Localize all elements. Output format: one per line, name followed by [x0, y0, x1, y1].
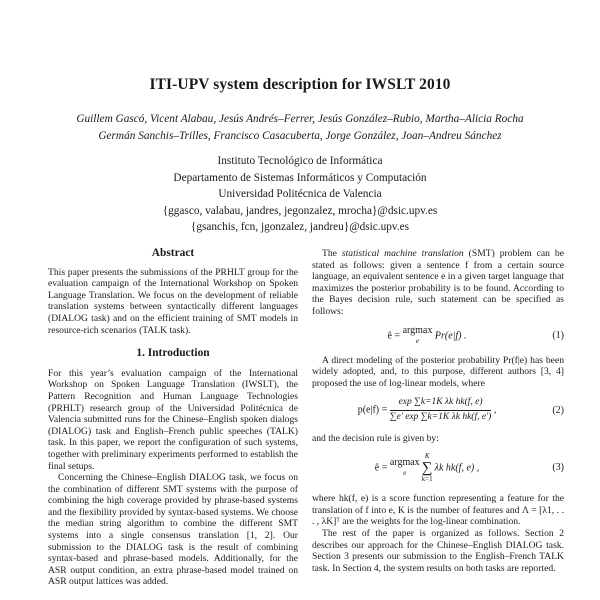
author-line: Guillem Gascó, Vicent Alabau, Jesús Andrés–Ferrer, Jesús González–Rubio, Martha–Alicia Rocha: [76, 113, 524, 125]
equation-rhs: Pr(e|f) .: [432, 329, 467, 341]
decision-rule-text: and the decision rule is given by:: [312, 432, 439, 444]
intro-paragraph: Concerning the Chinese–English DIALOG task, we focus on the combination of different SMT systems with the purpose of combining the high coverage provided by phrase-based systems and the flexibility provided by syntax-based systems. We choose the median string algorithm to combine the different SMT systems into a single consensus translation [1, 2]. Our submission to the DIALOG task is the result of combining syntax-based and phrase-based models. Additionally, for the ASR output condition, an extra phrase-based model trained on ASR output lattices was added.: [48, 472, 298, 588]
right-column: [312, 248, 564, 574]
equation-lhs: ê =: [387, 329, 403, 341]
text-span: (SMT) problem can be stated as follows: given a sentence f from a certain source language, an equivalent sentence e in a given target language that maximizes the posterior probability is to be found. According to the Bayes decision rule, such statement can be specified as follows:: [312, 248, 564, 317]
paper-title: ITI-UPV system description for IWSLT 2010: [149, 76, 451, 93]
fraction-numerator: exp ∑k=1K λk hk(f, e): [390, 397, 492, 411]
equation-lhs: p(e|f) =: [357, 404, 390, 416]
fraction-denominator: ∑e′ exp ∑k=1K λk hk(f, e′): [389, 411, 492, 422]
email-line: {ggasco, valabau, jandres, jegonzalez, mrocha}@dsic.upv.es: [162, 204, 438, 217]
argmax-operator: [390, 458, 420, 478]
email-line: {gsanchis, fcn, jgonzalez, jandreu}@dsic.upv.es: [190, 221, 410, 233]
department-name: Departamento de Sistemas Informáticos y Computación: [173, 171, 427, 184]
sigma-symbol: ∑: [421, 460, 433, 477]
argmax-label: argmax: [402, 324, 433, 336]
equation-number: (3): [552, 462, 564, 474]
smt-term: statistical machine translation: [341, 248, 464, 259]
equation-rhs: λk hk(f, e) ,: [434, 462, 480, 474]
introduction-heading: 1. Introduction: [136, 347, 210, 360]
equation-3: [312, 452, 564, 484]
argmax-subscript: e: [403, 468, 407, 478]
equation-body: [312, 452, 542, 484]
argmax-label: argmax: [389, 457, 420, 469]
university-name: Universidad Politécnica de Valencia: [218, 188, 382, 200]
equation-lhs: ê =: [374, 462, 390, 474]
text-span: The: [322, 248, 342, 259]
author-list: [0, 111, 600, 145]
equation-2: [312, 397, 564, 423]
feature-paragraph: where hk(f, e) is a score function representing a feature for the translation of f into e, K is the number of features and Λ = [λ1, . . . , λK]ᵀ are the weights for the log-linear combination.: [312, 493, 564, 528]
abstract-heading: Abstract: [151, 247, 195, 259]
organization-paragraph: The rest of the paper is organized as follows. Section 2 describes our approach for the Chinese–English DIALOG task. Section 3 presents our submission to the English–French TALK task. In Section 4, the system results on both tasks are reported.: [312, 527, 564, 574]
equation-tail: ,: [491, 404, 497, 416]
argmax-operator: [403, 326, 433, 346]
affiliation-block: [0, 153, 600, 236]
sum-lower-limit: k=1: [421, 475, 433, 484]
institute-name: Instituto Tecnológico de Informática: [217, 155, 383, 167]
left-column: [48, 248, 298, 588]
equation-body: [312, 326, 542, 346]
argmax-subscript: e: [415, 335, 420, 345]
author-line: Germán Sanchis–Trilles, Francisco Casacuberta, Jorge González, Joan–Andreu Sánchez: [98, 130, 502, 142]
equation-1: [312, 326, 564, 346]
equation-body: [312, 397, 542, 423]
abstract-text: This paper presents the submissions of the PRHLT group for the evaluation campaign of the International Workshop on Spoken Language Translation. We focus on the development of reliable translation systems between syntactically different languages (DIALOG task) and on the efficient training of SMT models in resource-rich scenarios (TALK task).: [48, 266, 298, 336]
smt-paragraph: [312, 248, 564, 318]
equation-number: (1): [552, 329, 564, 341]
sum-upper-limit: K: [424, 452, 430, 461]
summation: [422, 452, 433, 484]
equation-number: (2): [552, 404, 564, 416]
intro-paragraph: For this year’s evaluation campaign of the International Workshop on Spoken Language Translation (IWSLT), the Pattern Recognition and Human Language Technologies (PRHLT) research group of the Universidad Politécnica de Valencia submitted runs for the Chinese–English spoken dialogs (DIALOG) task and English–French public speeches (TALK) task. In this paper, we report the configuration of such systems, together with preliminary experiments performed to establish the final setups.: [48, 367, 298, 472]
loglinear-paragraph: A direct modeling of the posterior probability Pr(f|e) has been widely adopted, and, to this purpose, different authors [3, 4] proposed the use of log-linear models, where: [312, 354, 564, 389]
fraction: [390, 397, 492, 423]
